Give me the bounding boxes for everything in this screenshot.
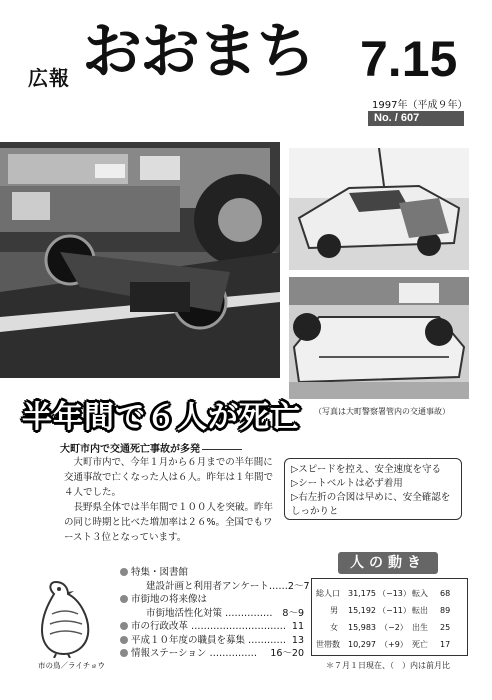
safety-tip: ▷シートベルトは必ず着用 <box>291 478 403 489</box>
headline: 半年間で６人が死亡 <box>22 400 301 435</box>
table-row: 女 15,983 （−2） 出生 25 <box>330 623 451 632</box>
article-paragraph: 長野県全体では半年間で１００人を突破。昨年の同じ時期と比べた増加率は２６%。全国でもワースト３位となっています。 <box>64 502 274 543</box>
toc-item: 市街地の将来像は <box>120 593 304 607</box>
table-row: 男 15,192 （−11） 転出 89 <box>330 606 451 615</box>
population-title: 人の動き <box>338 552 438 574</box>
issue-year: 1997年（平成９年） <box>372 100 468 111</box>
bullet-icon <box>120 595 128 603</box>
photo-caption: （写真は大町警察署管内の交通事故） <box>314 407 450 416</box>
toc-item: 特集・図書館 <box>120 566 304 580</box>
toc-item: 平成１０年度の職員を募集 ………… 13 <box>120 634 304 648</box>
mascot-label: 市の鳥／ライチョウ <box>38 661 106 670</box>
article-body <box>64 455 274 545</box>
safety-tips-box <box>284 458 462 520</box>
toc-item: 情報ステーション …………… 16〜20 <box>120 647 304 661</box>
ptarmigan-mascot-icon <box>34 578 96 658</box>
safety-tip: ▷右左折の合図は早めに、安全確認をしっかりと <box>291 492 451 517</box>
population-note: ＊７月１日現在、（ ）内は前月比 <box>326 661 450 670</box>
article-paragraph: 大町市内で、今年１月から６月までの半年間に交通事故で亡くなった人は６人。昨年は１年間で４人でした。 <box>64 457 274 498</box>
article-title: 大町市内で交通死亡事故が多発 <box>60 440 242 455</box>
town-name-title: おおまち <box>82 17 314 87</box>
table-of-contents <box>120 566 310 661</box>
accident-photo-truck <box>0 142 280 378</box>
bullet-icon <box>120 649 128 657</box>
issue-number: No. / 607 <box>368 111 464 126</box>
toc-item: 市街地活性化対策 …………… 8〜9 <box>146 607 304 619</box>
bullet-icon <box>120 568 128 576</box>
toc-item: 市の行政改革 ………………………… 11 <box>120 620 304 634</box>
accident-photo-overturned-car <box>289 277 469 399</box>
bullet-icon <box>120 636 128 644</box>
table-row: 世帯数 10,297 （+9） 死亡 17 <box>316 640 451 649</box>
safety-tip: ▷スピードを控え、安全速度を守る <box>291 464 441 475</box>
issue-date: 7.15 <box>360 31 458 87</box>
table-row: 総人口 31,175 （−13） 転入 68 <box>316 589 451 598</box>
toc-item: 建設計画と利用者アンケート……2〜7 <box>146 580 310 592</box>
accident-photo-crane-car <box>289 148 469 270</box>
bullet-icon <box>120 622 128 630</box>
publication-prefix: 広報 <box>28 66 70 90</box>
population-table <box>311 578 468 656</box>
